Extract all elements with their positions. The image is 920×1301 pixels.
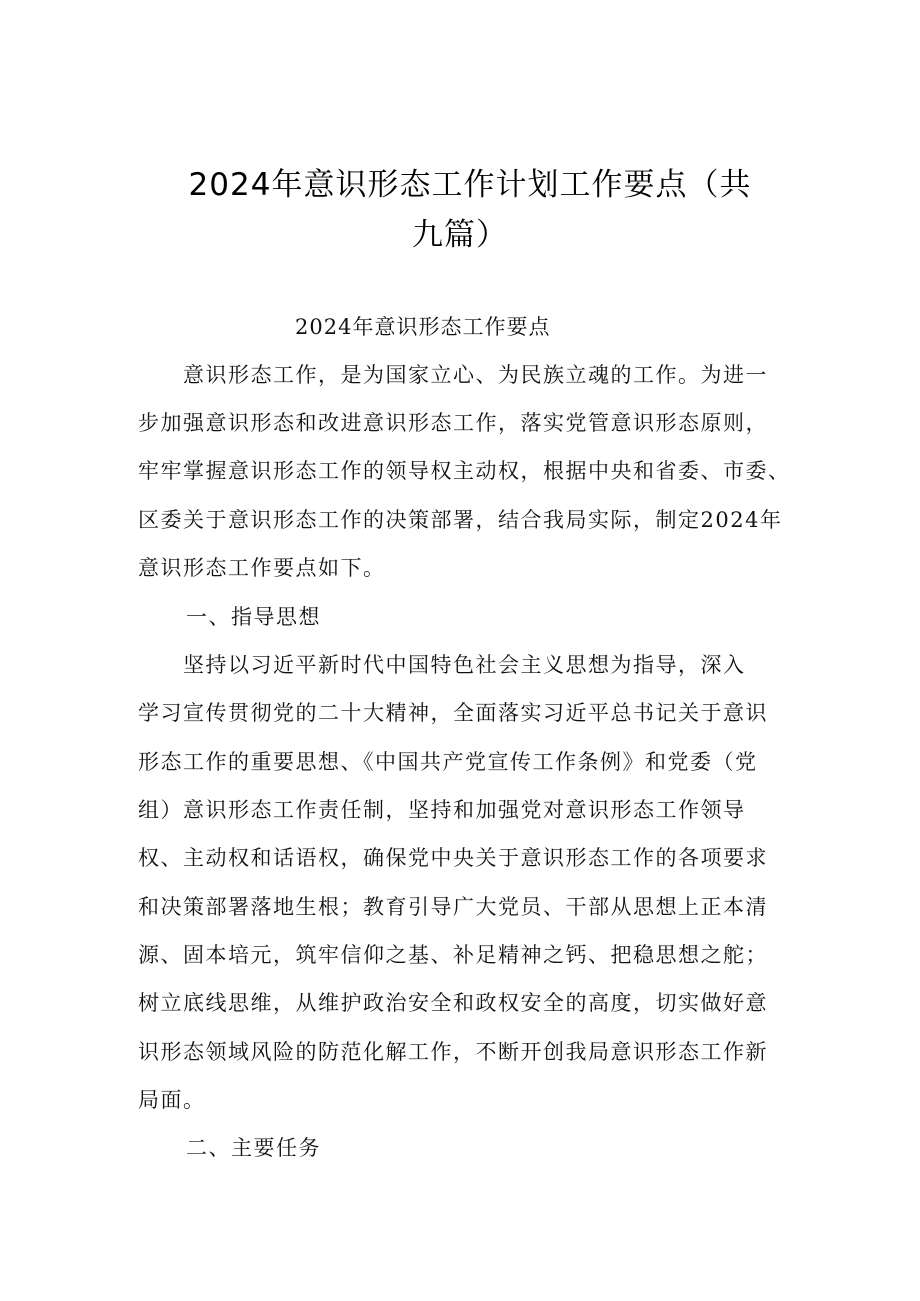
paragraph-1-line-2: 步加强意识形态和改进意识形态工作，落实党管意识形态原则， bbox=[138, 411, 768, 435]
document-subtitle: 2024年意识形态工作要点 bbox=[295, 315, 551, 339]
paragraph-2-line-9: 识形态领域风险的防范化解工作，不断开创我局意识形态工作新 bbox=[138, 1040, 768, 1064]
document-title-line-1: 2024年意识形态工作计划工作要点（共 bbox=[188, 167, 752, 203]
paragraph-2-line-2: 学习宣传贯彻党的二十大精神，全面落实习近平总书记关于意识 bbox=[138, 701, 768, 725]
paragraph-1-line-4: 区委关于意识形态工作的决策部署，结合我局实际，制定2024年 bbox=[138, 508, 783, 532]
paragraph-2-line-3: 形态工作的重要思想、《中国共产党宣传工作条例》和党委（党 bbox=[138, 750, 758, 774]
section-heading-main-tasks: 二、主要任务 bbox=[186, 1136, 321, 1160]
paragraph-2-line-4: 组）意识形态工作责任制，坚持和加强党对意识形态工作领导 bbox=[138, 798, 746, 822]
paragraph-2-line-5: 权、主动权和话语权，确保党中央关于意识形态工作的各项要求 bbox=[138, 846, 768, 870]
paragraph-2-line-1: 坚持以习近平新时代中国特色社会主义思想为指导，深入 bbox=[138, 653, 746, 677]
section-heading-guiding-ideology: 一、指导思想 bbox=[186, 605, 321, 629]
paragraph-1-line-3: 牢牢掌握意识形态工作的领导权主动权，根据中央和省委、市委、 bbox=[138, 459, 791, 483]
paragraph-1-line-1: 意识形态工作，是为国家立心、为民族立魂的工作。为进一 bbox=[138, 363, 768, 387]
paragraph-2-line-6: 和决策部署落地生根；教育引导广大党员、干部从思想上正本清 bbox=[138, 895, 768, 919]
paragraph-2-line-10: 局面。 bbox=[138, 1088, 206, 1112]
document-title-line-2: 九篇） bbox=[412, 217, 508, 253]
paragraph-1-line-5: 意识形态工作要点如下。 bbox=[138, 556, 386, 580]
paragraph-2-line-7: 源、固本培元，筑牢信仰之基、补足精神之钙、把稳思想之舵； bbox=[138, 943, 768, 967]
paragraph-2-line-8: 树立底线思维，从维护政治安全和政权安全的高度，切实做好意 bbox=[138, 991, 768, 1015]
